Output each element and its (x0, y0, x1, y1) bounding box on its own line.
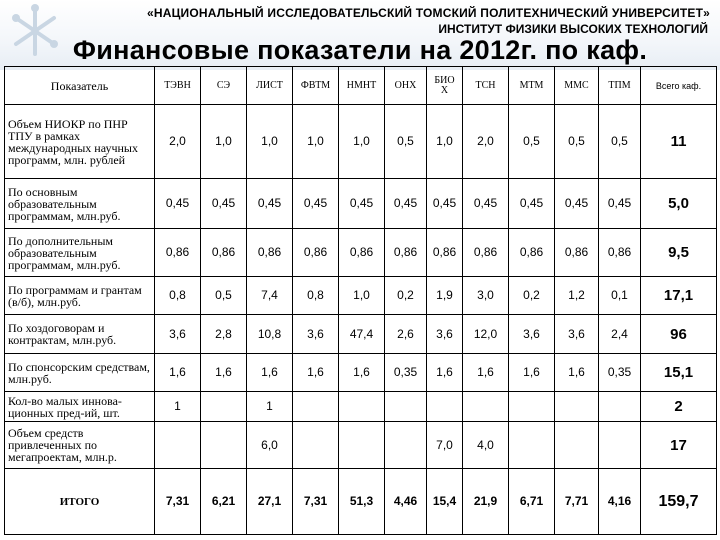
value-cell: 0,45 (509, 179, 555, 229)
slide-title: Финансовые показатели на 2012г. по каф. (72, 35, 648, 65)
table-row (5, 392, 717, 422)
value-cell: 0,45 (555, 179, 599, 229)
total-value-cell: 51,3 (339, 469, 385, 535)
value-cell: 1,0 (339, 277, 385, 315)
value-cell (339, 422, 385, 469)
value-cell: 4,0 (463, 422, 509, 469)
value-cell: 0,86 (599, 229, 641, 277)
table-row (5, 277, 717, 315)
indicator-label: По программам и грантам (в/б), млн.руб. (5, 277, 155, 315)
value-cell: 2,8 (201, 315, 247, 354)
value-cell: 1,9 (427, 277, 463, 315)
institute-title: ИНСТИТУТ ФИЗИКИ ВЫСОКИХ ТЕХНОЛОГИЙ (438, 22, 708, 36)
table-header-row (5, 67, 717, 105)
value-cell (599, 422, 641, 469)
value-cell: 0,2 (385, 277, 427, 315)
total-cell: 5,0 (641, 179, 717, 229)
value-cell: 0,86 (463, 229, 509, 277)
indicator-label: Объем средств привлеченных по мегапроектам, млн.р. (5, 422, 155, 469)
total-value-cell: 21,9 (463, 469, 509, 535)
value-cell: 0,86 (385, 229, 427, 277)
value-cell: 1,6 (555, 354, 599, 392)
value-cell: 0,5 (509, 105, 555, 179)
total-cell: 11 (641, 105, 717, 179)
value-cell: 3,6 (555, 315, 599, 354)
value-cell: 0,2 (509, 277, 555, 315)
value-cell: 0,45 (599, 179, 641, 229)
value-cell: 1,0 (339, 105, 385, 179)
value-cell: 1,6 (509, 354, 555, 392)
value-cell: 0,8 (293, 277, 339, 315)
value-cell: 1,6 (339, 354, 385, 392)
department-column-header: СЭ (201, 67, 247, 105)
value-cell: 3,6 (427, 315, 463, 354)
value-cell: 0,45 (247, 179, 293, 229)
indicator-label: По дополнительным образовательным программам, млн.руб. (5, 229, 155, 277)
indicator-label: По основным образовательным программам, млн.руб. (5, 179, 155, 229)
value-cell (293, 392, 339, 422)
value-cell: 0,45 (339, 179, 385, 229)
indicator-label: Объем НИОКР по ПНР ТПУ в рамках международных научных программ, млн. рублей (5, 105, 155, 179)
total-value-cell: 4,16 (599, 469, 641, 535)
value-cell: 0,86 (247, 229, 293, 277)
value-cell: 0,5 (555, 105, 599, 179)
value-cell: 3,6 (509, 315, 555, 354)
table-row (5, 315, 717, 354)
value-cell: 0,86 (427, 229, 463, 277)
value-cell (509, 422, 555, 469)
value-cell: 3,6 (293, 315, 339, 354)
value-cell: 6,0 (247, 422, 293, 469)
value-cell (463, 392, 509, 422)
value-cell (155, 422, 201, 469)
value-cell: 1,0 (427, 105, 463, 179)
total-value-cell: 7,71 (555, 469, 599, 535)
indicator-label: По спонсорским средствам, млн.руб. (5, 354, 155, 392)
total-value-cell: 4,46 (385, 469, 427, 535)
value-cell (293, 422, 339, 469)
value-cell (201, 422, 247, 469)
value-cell: 0,5 (599, 105, 641, 179)
value-cell (385, 392, 427, 422)
value-cell: 0,8 (155, 277, 201, 315)
department-column-header: ОНХ (385, 67, 427, 105)
value-cell: 47,4 (339, 315, 385, 354)
value-cell: 3,6 (155, 315, 201, 354)
indicator-label: По хоздоговорам и контрактам, млн.руб. (5, 315, 155, 354)
total-value-cell: 15,4 (427, 469, 463, 535)
department-column-header: МТМ (509, 67, 555, 105)
university-logo-icon (8, 4, 62, 58)
department-column-header: НМНТ (339, 67, 385, 105)
value-cell (385, 422, 427, 469)
total-cell: 9,5 (641, 229, 717, 277)
indicator-column-header: Показатель (5, 67, 155, 105)
table-row (5, 229, 717, 277)
total-cell: 2 (641, 392, 717, 422)
value-cell: 0,45 (155, 179, 201, 229)
value-cell: 0,45 (201, 179, 247, 229)
department-column-header: ММС (555, 67, 599, 105)
value-cell: 0,5 (201, 277, 247, 315)
value-cell: 0,86 (509, 229, 555, 277)
value-cell: 1 (247, 392, 293, 422)
value-cell (427, 392, 463, 422)
value-cell: 2,6 (385, 315, 427, 354)
value-cell: 7,4 (247, 277, 293, 315)
value-cell: 0,86 (293, 229, 339, 277)
table-row (5, 105, 717, 179)
indicator-label: Кол-во малых иннова-ционных пред-ий, шт. (5, 392, 155, 422)
table-row (5, 179, 717, 229)
value-cell: 1,6 (201, 354, 247, 392)
total-cell: 17,1 (641, 277, 717, 315)
value-cell: 0,86 (555, 229, 599, 277)
value-cell (509, 392, 555, 422)
value-cell: 7,0 (427, 422, 463, 469)
department-column-header: ТПМ (599, 67, 641, 105)
value-cell: 1,2 (555, 277, 599, 315)
value-cell: 0,1 (599, 277, 641, 315)
total-cell: 15,1 (641, 354, 717, 392)
value-cell: 2,0 (155, 105, 201, 179)
value-cell: 0,45 (385, 179, 427, 229)
value-cell (555, 392, 599, 422)
value-cell: 0,86 (155, 229, 201, 277)
value-cell (339, 392, 385, 422)
table-total-row (5, 469, 717, 535)
value-cell: 10,8 (247, 315, 293, 354)
department-column-header: ФВТМ (293, 67, 339, 105)
value-cell: 0,35 (599, 354, 641, 392)
value-cell: 0,86 (201, 229, 247, 277)
value-cell: 1,6 (427, 354, 463, 392)
value-cell: 1 (155, 392, 201, 422)
value-cell: 0,45 (427, 179, 463, 229)
financial-indicators-table (4, 66, 717, 535)
value-cell: 1,0 (201, 105, 247, 179)
value-cell (555, 422, 599, 469)
value-cell: 1,6 (293, 354, 339, 392)
value-cell: 0,45 (463, 179, 509, 229)
value-cell: 1,6 (463, 354, 509, 392)
total-row-label: ИТОГО (5, 469, 155, 535)
value-cell: 2,0 (463, 105, 509, 179)
value-cell: 1,6 (247, 354, 293, 392)
total-cell: 17 (641, 422, 717, 469)
value-cell: 3,0 (463, 277, 509, 315)
total-value-cell: 7,31 (155, 469, 201, 535)
total-value-cell: 27,1 (247, 469, 293, 535)
total-cell: 96 (641, 315, 717, 354)
value-cell: 0,35 (385, 354, 427, 392)
total-value-cell: 7,31 (293, 469, 339, 535)
total-value-cell: 6,21 (201, 469, 247, 535)
university-title: «НАЦИОНАЛЬНЫЙ ИССЛЕДОВАТЕЛЬСКИЙ ТОМСКИЙ ПОЛИТЕХНИЧЕСКИЙ УНИВЕРСИТЕТ» (146, 6, 710, 20)
value-cell: 1,0 (293, 105, 339, 179)
department-column-header: ТЭВН (155, 67, 201, 105)
table-row (5, 422, 717, 469)
total-value-cell: 6,71 (509, 469, 555, 535)
department-column-header: ЛИСТ (247, 67, 293, 105)
department-column-header: ТСН (463, 67, 509, 105)
value-cell: 12,0 (463, 315, 509, 354)
department-column-header: БИО Х (427, 67, 463, 105)
grand-total-cell: 159,7 (641, 469, 717, 535)
value-cell: 0,45 (293, 179, 339, 229)
value-cell (201, 392, 247, 422)
total-column-header: Всего каф. (641, 67, 717, 105)
value-cell (599, 392, 641, 422)
table-row (5, 354, 717, 392)
value-cell: 0,5 (385, 105, 427, 179)
value-cell: 0,86 (339, 229, 385, 277)
value-cell: 1,0 (247, 105, 293, 179)
value-cell: 1,6 (155, 354, 201, 392)
value-cell: 2,4 (599, 315, 641, 354)
